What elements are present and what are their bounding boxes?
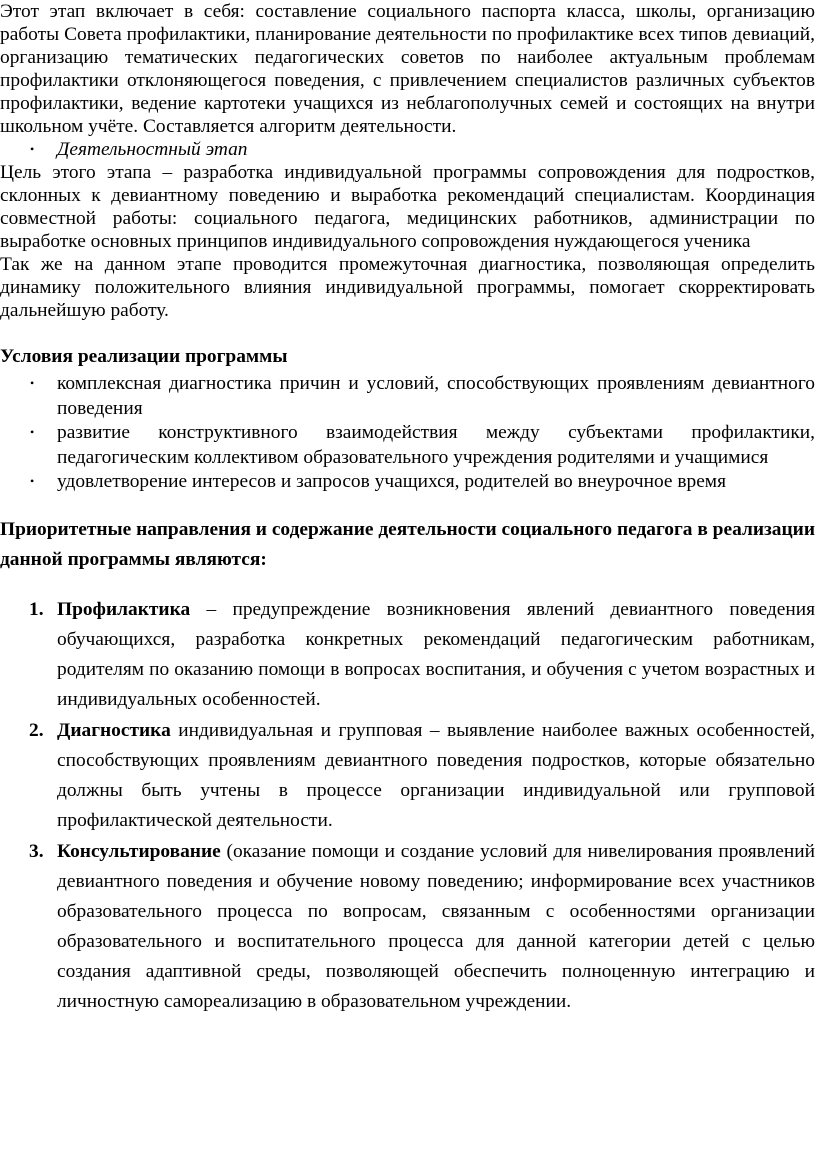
item-text xyxy=(57,837,815,1017)
goal-paragraph: Цель этого этапа – разработка индивидуальной программы сопровождения для подростков, склонных к девиантному поведению и выработка рекомендаций специалистам. Координация совместной работы: социального педагога, медицинских работников, администрации по выработке основных принципов индивидуального сопровождения нуждающегося ученика xyxy=(0,162,815,252)
bullet-icon: • xyxy=(30,376,35,390)
item-text xyxy=(57,595,815,715)
bullet-icon: • xyxy=(30,142,35,156)
conditions-heading: Условия реализации программы xyxy=(0,346,288,367)
bullet-icon: • xyxy=(30,474,35,488)
list-item xyxy=(0,837,815,1017)
activity-stage-bullet-line xyxy=(0,138,815,161)
item-term: Консультирование xyxy=(57,840,221,862)
list-item xyxy=(0,716,815,836)
list-item xyxy=(0,372,815,421)
list-item xyxy=(0,595,815,715)
item-description: индивидуальная и групповая – выявление наиболее важных особенностей, способствующих проявлениям девиантного поведения подростков, которые обязательно должны быть учтены в процессе организации индивидуальной или групповой профилактической деятельности. xyxy=(57,719,815,831)
condition-text: развитие конструктивного взаимодействия между субъектами профилактики, педагогическим коллективом образовательного учреждения родителями и учащимися xyxy=(57,422,815,468)
item-text xyxy=(57,716,815,836)
item-number: 3. xyxy=(29,840,44,862)
condition-text: комплексная диагностика причин и условий, способствующих проявлениям девиантного поведения xyxy=(57,373,815,419)
list-item xyxy=(0,470,815,495)
priorities-list xyxy=(0,595,815,1017)
priorities-heading: Приоритетные направления и содержание деятельности социального педагога в реализации данной программы являются: xyxy=(0,518,815,570)
intro-paragraph: Этот этап включает в себя: составление социального паспорта класса, школы, организацию работы Совета профилактики, планирование деятельности по профилактике всех типов девиаций, организацию тематических педагогических советов по наиболее актуальным проблемам профилактики отклоняющегося поведения, с привлечением специалистов различных субъектов профилактики, ведение картотеки учащихся из неблагополучных семей и состоящих на внутри школьном учёте. Составляется алгоритм деятельности. xyxy=(0,1,815,137)
item-number: 1. xyxy=(29,598,44,620)
item-description: (оказание помощи и создание условий для нивелирования проявлений девиантного поведения и обучение новому поведению; информирование всех участников образовательного процесса по вопросам, связанным с особенностями организации образовательного и воспитательного процесса для данной категории детей с целью создания адаптивной среды, позволяющей обеспечить полноценную интеграцию и личностную самореализацию в образовательном учреждении. xyxy=(57,840,815,1012)
item-description: – предупреждение возникновения явлений девиантного поведения обучающихся, разработка конкретных рекомендаций педагогическим работникам, родителям по оказанию помощи в вопросах воспитания, и обучения с учетом возрастных и индивидуальных особенностей. xyxy=(57,598,815,710)
diagnostics-paragraph: Так же на данном этапе проводится промежуточная диагностика, позволяющая определить динамику положительного влияния индивидуальной программы, помогает скорректировать дальнейшую работу. xyxy=(0,254,815,321)
bullet-icon: • xyxy=(30,425,35,439)
list-item xyxy=(0,421,815,470)
activity-stage-title: Деятельностный этап xyxy=(57,139,248,160)
item-term: Диагностика xyxy=(57,719,171,741)
item-number: 2. xyxy=(29,719,44,741)
item-term: Профилактика xyxy=(57,598,191,620)
conditions-list xyxy=(0,372,815,495)
condition-text: удовлетворение интересов и запросов учащихся, родителей во внеурочное время xyxy=(57,471,726,492)
